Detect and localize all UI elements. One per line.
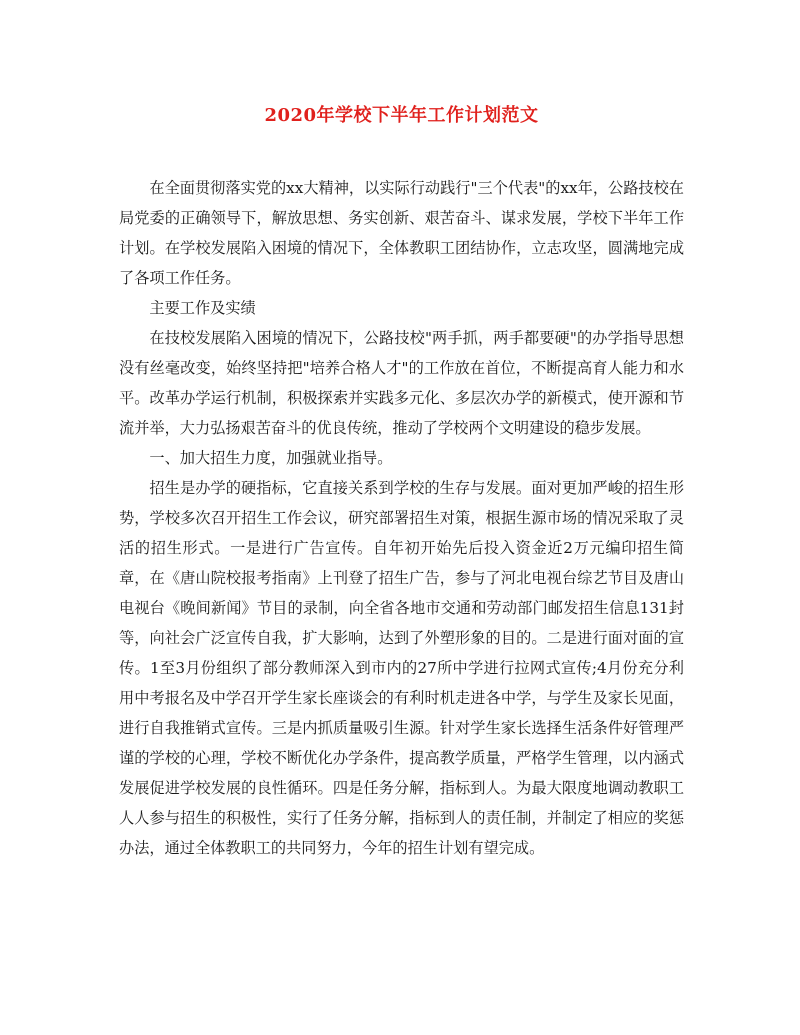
- document-body: [119, 173, 684, 863]
- paragraph-intro: 在全面贯彻落实党的xx大精神，以实际行动践行"三个代表"的xx年，公路技校在局党委的正确领导下，解放思想、务实创新、艰苦奋斗、谋求发展，学校下半年工作计划。在学校发展陷入困境的情况下，全体教职工团结协作，立志攻坚，圆满地完成了各项工作任务。: [119, 179, 684, 287]
- document-title: 2020年学校下半年工作计划范文: [264, 105, 539, 126]
- paragraph-enrollment: 招生是办学的硬指标，它直接关系到学校的生存与发展。面对更加严峻的招生形势，学校多次召开招生工作会议，研究部署招生对策，根据生源市场的情况采取了灵活的招生形式。一是进行广告宣传。自年初开始先后投入资金近2万元编印招生简章，在《唐山院校报考指南》上刊登了招生广告，参与了河北电视台综艺节目及唐山电视台《晚间新闻》节目的录制，向全省各地市交通和劳动部门邮发招生信息131封等，向社会广泛宣传自我，扩大影响，达到了外塑形象的目的。二是进行面对面的宣传。1至3月份组织了部分教师深入到市内的27所中学进行拉网式宣传;4月份充分利用中考报名及中学召开学生家长座谈会的有利时机走进各中学，与学生及家长见面，进行自我推销式宣传。三是内抓质量吸引生源。针对学生家长选择生活条件好管理严谨的学校的心理，学校不断优化办学条件，提高教学质量，严格学生管理，以内涵式发展促进学校发展的良性循环。四是任务分解，指标到人。为最大限度地调动教职工人人参与招生的积极性，实行了任务分解，指标到人的责任制，并制定了相应的奖惩办法，通过全体教职工的共同努力，今年的招生计划有望完成。: [119, 479, 684, 857]
- section-heading-main-work: 主要工作及实绩: [149, 299, 256, 317]
- section-heading-enrollment: 一、加大招生力度，加强就业指导。: [149, 449, 393, 467]
- paragraph-main-work: 在技校发展陷入困境的情况下，公路技校"两手抓，两手都要硬"的办学指导思想没有丝毫改变，始终坚持把"培养合格人才"的工作放在首位，不断提高育人能力和水平。改革办学运行机制，积极探索并实践多元化、多层次办学的新模式，使开源和节流并举，大力弘扬艰苦奋斗的优良传统，推动了学校两个文明建设的稳步发展。: [119, 329, 684, 437]
